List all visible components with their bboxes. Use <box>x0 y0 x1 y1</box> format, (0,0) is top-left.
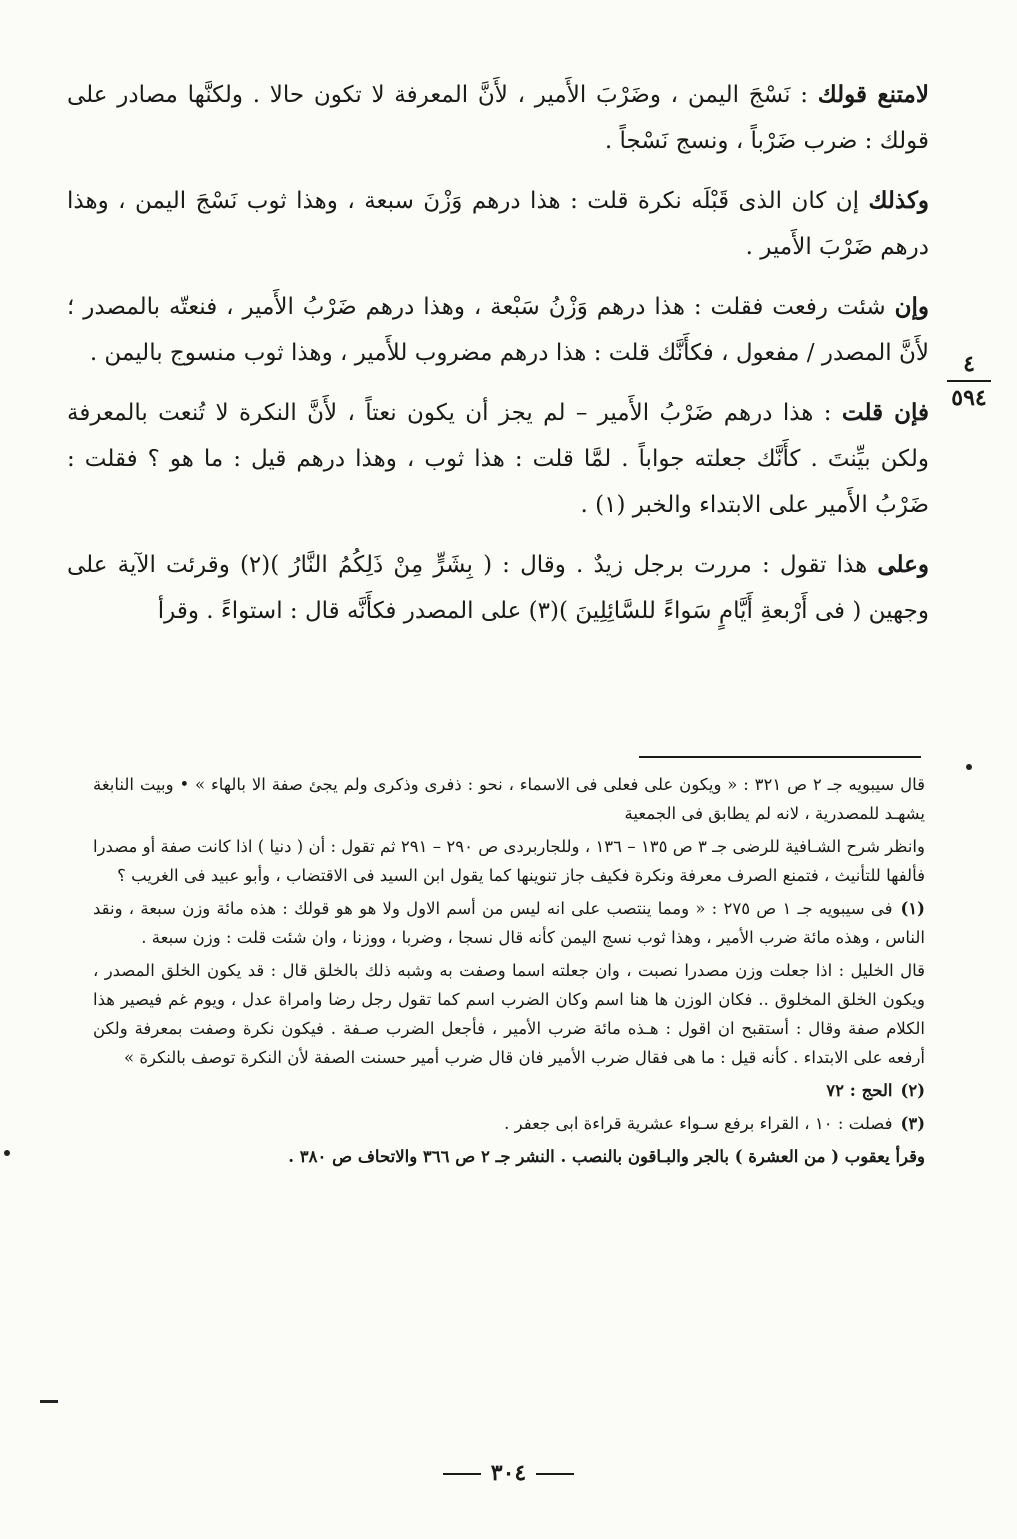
page-number <box>0 1460 1017 1486</box>
paragraph-3 <box>67 284 929 376</box>
footnote-number: (٣) <box>900 1114 925 1133</box>
footnote-text: وقرأ يعقوب ( من العشرة ) بالجر والبـاقون بالنصب . النشر جـ ٢ ص ٣٦٦ والاتحاف ص ٣٨٠ . <box>288 1147 925 1166</box>
footnote-3-continuation <box>93 1142 925 1171</box>
scan-speck <box>966 764 972 770</box>
main-text <box>67 72 929 648</box>
paragraph-1 <box>67 72 929 164</box>
paragraph-lead: لامتنع قولك <box>817 81 929 108</box>
footnote-number: (٢) <box>900 1081 925 1100</box>
page-number-dash <box>536 1473 574 1475</box>
paragraph-text: هذا تقول : مررت برجل زيدٌ . وقال : ( بِشَرٍّ مِنْ ذَلِكُمُ النَّارُ )(٢) وقرئت الآية على وجهين ( فى أَرْبعةِ أَيَّامٍ سَواءً للسَّائِلِينَ )(٣) على المصدر فكأَنَّه قال : استواءً . وقرأ <box>67 552 929 624</box>
paragraph-lead: وكذلك <box>868 187 930 214</box>
footnote-text: الحج : ٧٢ <box>826 1081 893 1100</box>
margin-reference-divider <box>947 380 991 382</box>
footnote-3 <box>93 1109 925 1138</box>
paragraph-5 <box>67 542 929 634</box>
footnote-1 <box>93 894 925 952</box>
footnote-1-continuation <box>93 956 925 1072</box>
footnote-separator <box>639 756 921 758</box>
margin-reference-bottom: ٥٩٤ <box>951 385 987 411</box>
footnote-text: وانظر شرح الشـافية للرضى جـ ٣ ص ١٣٥ – ١٣٦ ، وللجاربردى ص ٢٩٠ – ٢٩١ ثم تقول : أن ( دنيا ) اذا كانت صفة أو مصدرا فألفها للتأنيث ، فتمنع الصرف معرفة ونكرة فكيف جاز تنوينها كما يقول ابن السيد فى الاقتضاب ، وأبو عبيد فى الغريب ؟ <box>93 837 925 885</box>
margin-reference-top: ٤ <box>963 351 975 377</box>
paragraph-2 <box>67 178 929 270</box>
paragraph-text: شئت رفعت فقلت : هذا درهم وَزْنُ سَبْعة ، وهذا درهم ضَرْبُ الأَمير ، فنعتّه بالمصدر ؛ لأَنَّ المصدر / مفعول ، فكأَنَّك قلت : هذا درهم مضروب للأَمير ، وهذا ثوب منسوج باليمن . <box>67 294 929 366</box>
footnote-text: فى سيبويه جـ ١ ص ٢٧٥ : « ومما ينتصب على انه ليس من أسم الاول ولا هو هو قولك : هذه مائة وزن سبعة ، ونقد الناس ، وهذه مائة ضرب الأمير ، وهذا ثوب نسج اليمن كأنه قال نسجا ، وضربا ، ووزنا ، وان شئت قلت : وزن سبعة . <box>93 899 925 947</box>
paragraph-text: : نَسْجَ اليمن ، وضَرْبَ الأَمير ، لأَنَّ المعرفة لا تكون حالا . ولكنَّها مصادر على قولك : ضرب ضَرْباً ، ونسج نَسْجاً . <box>67 82 929 154</box>
footnote-text: قال سيبويه جـ ٢ ص ٣٢١ : « ويكون على فعلى فى الاسماء ، نحو : ذفرى وذكرى ولم يجئ صفة الا بالهاء » • وبيت النابغة يشهـد للمصدرية ، لانه لم يطابق فى الجمعية <box>93 775 925 823</box>
footnote-continuation-1 <box>93 770 925 828</box>
page-number-value: ٣٠٤ <box>490 1460 527 1486</box>
paragraph-lead: وعلى <box>877 551 929 578</box>
footnote-text: قال الخليل : اذا جعلت وزن مصدرا نصبت ، وان جعلته اسما وصفت به وشبه ذلك بالخلق قال : قد يكون الخلق المصدر ، ويكون الخلق المخلوق .. فكان الوزن ها هنا اسم وكان الضرب اسم كما تقول رجل رضا وامراة عدل ، ويوم غم فيصير هذا الكلام صفة وقال : أستقبح ان اقول : هـذه مائة ضرب الأمير ، فأجعل الضرب صـفة . فيكون نكرة وصفت بمعرفة ولكن أرفعه على الابتداء . كأنه قيل : ما هى فقال ضرب الأمير فان قال ضرب أمير حسنت الصفة لأن النكرة توصف بالنكرة » <box>93 961 925 1067</box>
paragraph-lead: وإن <box>894 293 930 320</box>
page-number-dash <box>443 1473 481 1475</box>
paragraph-4 <box>67 390 929 528</box>
footnote-text: فصلت : ١٠ ، القراء برفع سـواء عشرية قراءة ابى جعفر . <box>504 1114 893 1133</box>
paragraph-lead: فإن قلت <box>841 399 930 426</box>
scan-speck <box>4 1150 10 1156</box>
footnote-number: (١) <box>900 899 925 918</box>
margin-page-reference <box>941 352 997 410</box>
scan-mark <box>40 1400 58 1403</box>
footnote-continuation-2 <box>93 832 925 890</box>
footnotes <box>93 770 925 1175</box>
paragraph-text: : هذا درهم ضَرْبُ الأَمير – لم يجز أن يكون نعتاً ، لأَنَّ النكرة لا تُنعت بالمعرفة ولكن بيِّنتَ . كأَنَّك جعلته جواباً . لمَّا قلت : هذا ثوب ، وهذا درهم قيل : ما هو ؟ فقلت : ضَرْبُ الأَمير على الابتداء والخبر (١) . <box>67 400 929 518</box>
footnote-2 <box>93 1076 925 1105</box>
paragraph-text: إن كان الذى قَبْلَه نكرة قلت : هذا درهم وَزْنَ سبعة ، وهذا ثوب نَسْجَ اليمن ، وهذا درهم ضَرْبَ الأَمير . <box>67 188 929 260</box>
